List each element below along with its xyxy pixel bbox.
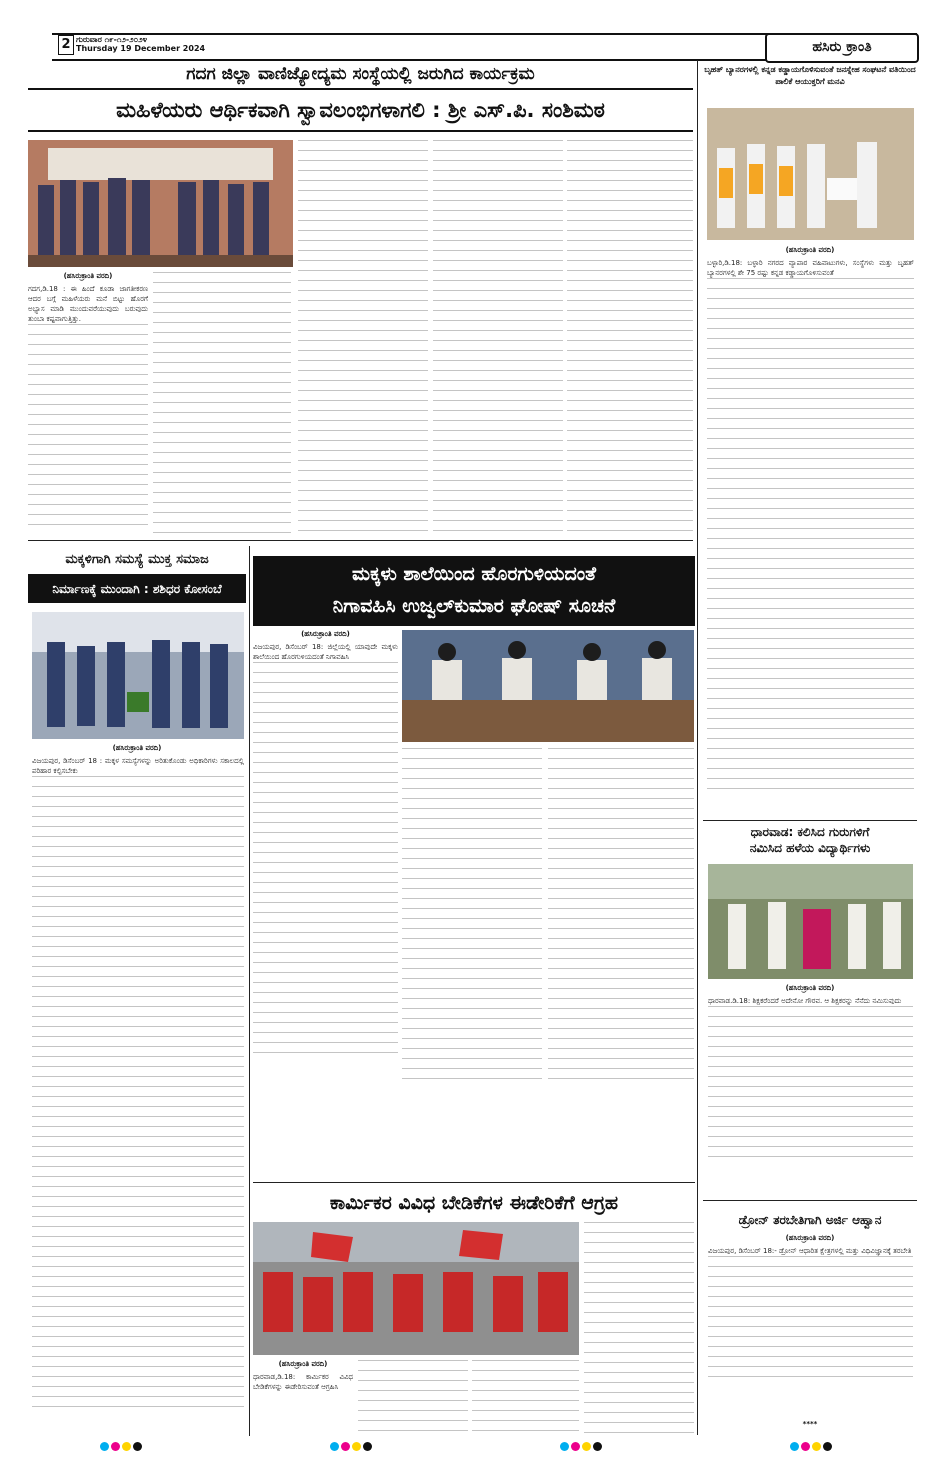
lead-column-4 (433, 140, 563, 534)
school-column-3 (548, 748, 694, 1082)
page-number: 2 (58, 35, 74, 55)
school-byline: (ಹಸಿರುಕ್ರಾಂತಿ ವರದಿ) (301, 630, 350, 638)
sidebar-rule-2 (703, 1200, 917, 1201)
sidebar-story3-column (708, 1246, 913, 1416)
sidebar-story2-byline: (ಹಸಿರುಕ್ರಾಂತಿ ವರದಿ) (785, 984, 835, 992)
child-column (32, 756, 244, 1436)
sidebar-story3-dateline: ವಿಜಯಪುರ, ಡಿಸೆಂಬರ್ 18:- ಡ್ರೋನ್ ಆಧಾರಿತ ಕ್ಷೇತ್ರಗಳಲ್ಲಿ ಮತ್ತು ವಿಧಿವಿಜ್ಞಾನಕ್ಕೆ ತರಬೇತಿ (708, 1247, 912, 1255)
lead-photo (28, 140, 293, 267)
child-dateline: ವಿಜಯಪುರ, ಡಿಸೆಂಬರ್ 18 : ಮಕ್ಕಳ ಸಮಸ್ಯೆಗಳನ್ನು ಅರಿತುಕೊಂಡು ಅಧಿಕಾರಿಗಳು ಸಕಾಲದಲ್ಲಿ ಪರಿಹಾರ ಕಲ್ಪಿಸಬೇಕು (32, 757, 244, 775)
school-body-text-3 (548, 748, 694, 1082)
school-photo-illustration (402, 630, 694, 742)
reg-cyan-dot (790, 1442, 799, 1451)
workers-photo-illustration (253, 1222, 579, 1355)
sidebar-story1-dateline: ಬಳ್ಳಾರಿ,ಡಿ.18: ಬಳ್ಳಾರಿ ನಗರದ ವ್ಯಾಪಾರ ವಹಿವಾಟುಗಳು, ಸಂಸ್ಥೆಗಳು ಮತ್ತು ಬೃಹತ್ ಬ್ಯಾನರಗಳಲ್ಲಿ ಶೇ 75 ರಷ್ಟು ಕನ್ನಡ ಕಡ್ಡಾಯಗೊಳಿಸುವಂತೆ (707, 259, 914, 277)
sidebar-story1-byline: (ಹಸಿರುಕ್ರಾಂತಿ ವರದಿ) (785, 246, 835, 254)
reg-magenta-dot (341, 1442, 350, 1451)
workers-byline: (ಹಸಿರುಕ್ರಾಂತಿ ವರದಿ) (278, 1360, 328, 1368)
sidebar-story1-column (707, 258, 914, 818)
child-body-text (32, 776, 244, 1416)
school-dateline: ವಿಜಯಪುರ, ಡಿಸೆಂಬರ್ 18: ಜಿಲ್ಲೆಯಲ್ಲಿ ಯಾವುದೇ ಮಕ್ಕಳು ಶಾಲೆಯಿಂದ ಹೊರಗುಳಿಯದಂತೆ ನಿಗಾವಹಿಸಿ (253, 643, 398, 661)
sidebar-story2-column (708, 996, 913, 1190)
child-byline: (ಹಸಿರುಕ್ರಾಂತಿ ವರದಿ) (112, 744, 162, 752)
reg-magenta-dot (801, 1442, 810, 1451)
school-headline-1: ಮಕ್ಕಳು ಶಾಲೆಯಿಂದ ಹೊರಗುಳಿಯದಂತೆ (352, 563, 596, 585)
lead-column-3 (298, 140, 428, 534)
sidebar-story2-headline-2: ನಮಿಸಿದ ಹಳೆಯ ವಿದ್ಯಾರ್ಥಿಗಳು (749, 841, 871, 855)
workers-dateline: ಧಾರವಾಡ,ಡಿ.18: ಕಾರ್ಮಿಕರ ವಿವಿಧ ಬೇಡಿಕೆಗಳನ್ನು ಈಡೇರಿಸುವಂತೆ ಆಗ್ರಹಿಸಿ (253, 1373, 353, 1391)
lead-body-text-3 (298, 140, 428, 534)
sidebar-story1-headline: ಬೃಹತ್ ಬ್ಯಾನರಗಳಲ್ಲಿ ಕನ್ನಡ ಕಡ್ಡಾಯಗೊಳಿಸುವಂತೆ ಜನಸ್ನೇಹ ಸಂಘಟನೆ ವತಿಯಿಂದ ಪಾಲಿಕೆ ಆಯುಕ್ತರಿಗೆ ಮನವಿ (704, 65, 916, 86)
sidebar-story2-photo-illustration (708, 864, 913, 979)
lead-body-text-4 (433, 140, 563, 534)
child-photo (32, 612, 244, 739)
lead-photo-illustration (28, 140, 293, 267)
workers-body-text-3 (472, 1360, 579, 1436)
registration-marks-2 (330, 1442, 372, 1451)
newspaper-brand: ಹಸಿರು ಕ್ರಾಂತಿ (765, 33, 919, 63)
school-column-2 (402, 748, 542, 1082)
child-headline-2: ನಿರ್ಮಾಣಕ್ಕೆ ಮುಂದಾಗಿ : ಶಶಿಧರ ಕೋಸಂಬೆ (28, 575, 246, 603)
workers-column-1 (253, 1372, 353, 1436)
reg-yellow-dot (122, 1442, 131, 1451)
issue-date (76, 35, 205, 53)
reg-cyan-dot (330, 1442, 339, 1451)
school-body-text (253, 662, 398, 1062)
sidebar-story1-body-text (707, 278, 914, 798)
workers-headline: ಕಾರ್ಮಿಕರ ವಿವಿಧ ಬೇಡಿಕೆಗಳ ಈಡೇರಿಕೆಗೆ ಆಗ್ರಹ (329, 1192, 619, 1214)
workers-column-right (584, 1222, 694, 1436)
registration-marks-4 (790, 1442, 832, 1451)
sidebar-end-mark: **** (802, 1420, 818, 1428)
school-photo (402, 630, 694, 742)
sidebar-rule-1 (703, 820, 917, 821)
issue-date-kannada: ಗುರುವಾರ ೧೯-೧೨-೨೦೨೪ (76, 35, 148, 44)
sidebar-story1-head (703, 64, 917, 104)
registration-marks-3 (560, 1442, 602, 1451)
sidebar-story3-byline: (ಹಸಿರುಕ್ರಾಂತಿ ವರದಿ) (785, 1234, 835, 1242)
school-headline-2: ನಿಗಾವಹಿಸಿ ಉಜ್ವಲ್‌ಕುಮಾರ ಘೋಷ್ ಸೂಚನೆ (332, 595, 616, 617)
workers-body-text-right (584, 1222, 694, 1436)
lead-byline: (ಹಸಿರುಕ್ರಾಂತಿ ವರದಿ) (63, 272, 113, 280)
sidebar-story3-body-text (708, 1256, 913, 1386)
sidebar-story2-headline-box (703, 824, 917, 860)
reg-yellow-dot (582, 1442, 591, 1451)
lead-kicker: ಗದಗ ಜಿಲ್ಲಾ ವಾಣಿಜ್ಯೋದ್ಯಮ ಸಂಸ್ಥೆಯಲ್ಲಿ ಜರುಗಿದ ಕಾರ್ಯಕ್ರಮ (186, 64, 535, 84)
workers-photo (253, 1222, 579, 1355)
sidebar-story2-body-text (708, 1006, 913, 1166)
workers-column-3 (472, 1360, 579, 1436)
reg-cyan-dot (100, 1442, 109, 1451)
lead-bottom-rule (28, 540, 693, 541)
reg-magenta-dot (111, 1442, 120, 1451)
sidebar-story2-headline-1: ಧಾರವಾಡ: ಕಲಿಸಿದ ಗುರುಗಳಿಗೆ (750, 825, 870, 839)
reg-black-dot (593, 1442, 602, 1451)
school-headline-box (253, 556, 695, 626)
lead-headline: ಮಹಿಳೆಯರು ಆರ್ಥಿಕವಾಗಿ ಸ್ವಾವಲಂಭಿಗಳಾಗಲಿ : ಶ್ರೀ ಎಸ್.ಪಿ. ಸಂಶಿಮಠ (28, 88, 693, 132)
lead-body-text (28, 324, 148, 534)
issue-date-english: Thursday 19 December 2024 (76, 44, 206, 53)
lead-column-1 (28, 284, 148, 534)
reg-yellow-dot (812, 1442, 821, 1451)
registration-marks-1 (100, 1442, 142, 1451)
sidebar-story2-photo (708, 864, 913, 979)
child-photo-illustration (32, 612, 244, 739)
child-column-divider (249, 546, 250, 1436)
sidebar-story3-headline: ಡ್ರೋನ್ ತರಬೇತಿಗಾಗಿ ಅರ್ಜಿ ಆಹ್ವಾನ (738, 1213, 882, 1227)
sidebar-story2-dateline: ಧಾರವಾಡ.ಡಿ.18: ಶಿಕ್ಷಕರೆಂದರೆ ಅದೇನೋ ಗೌರವ. ಆ ಶಿಕ್ಷಕರನ್ನು ನೆನೆದು ನಮಿಸುವುದು (708, 997, 902, 1005)
lead-body-text-2 (153, 272, 291, 534)
lead-dateline: ಗದಗ,ಡಿ.18 : ಈ ಹಿಂದೆ ಕೂಡಾ ಜಾಗತೀಕರಣ ಆದರ ಬಗ್ಗೆ ಮಹಿಳೆಯರು ಮನೆ ಬಿಟ್ಟು ಹೊರಗೆ ಅಭ್ಯಾಸ ಮಾಡಿ ಮುಂದುವರೆಯುವುದು ಬರುವುದು ತುಂಬಾ ಕಷ್ಟವಾಗುತ್ತಿತ್ತು. (28, 285, 148, 323)
lead-column-2 (153, 272, 291, 534)
child-headline-1: ಮಕ್ಕಳಿಗಾಗಿ ಸಮಸ್ಯೆ ಮುಕ್ತ ಸಮಾಜ (28, 546, 246, 575)
lead-column-5 (567, 140, 693, 534)
lead-body-text-5 (567, 140, 693, 534)
workers-column-2 (358, 1360, 468, 1436)
reg-black-dot (363, 1442, 372, 1451)
school-column-1 (253, 642, 398, 1082)
reg-cyan-dot (560, 1442, 569, 1451)
workers-body-text-2 (358, 1360, 468, 1436)
sidebar-story1-photo (707, 108, 914, 240)
reg-black-dot (823, 1442, 832, 1451)
school-bottom-rule (253, 1182, 695, 1183)
reg-yellow-dot (352, 1442, 361, 1451)
sidebar-story1-photo-illustration (707, 108, 914, 240)
sidebar-divider (697, 60, 698, 1435)
reg-black-dot (133, 1442, 142, 1451)
school-body-text-2 (402, 748, 542, 1082)
child-headline-box (28, 546, 246, 606)
reg-magenta-dot (571, 1442, 580, 1451)
